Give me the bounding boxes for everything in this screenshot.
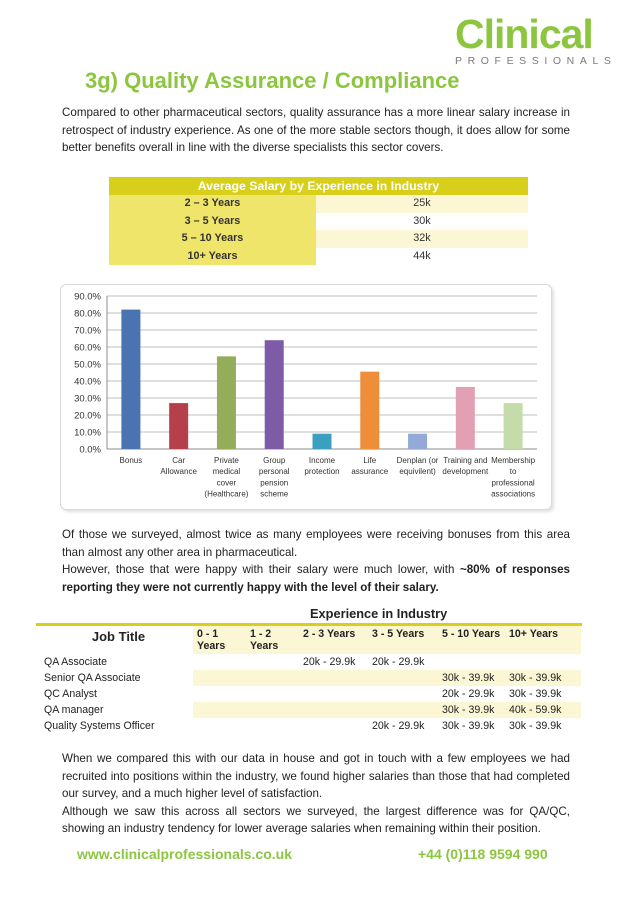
salary-cell: 30k - 39.9k	[509, 720, 562, 732]
salary-cell: 40k - 59.9k	[505, 702, 581, 718]
x-tick-label: Private medical cover (Healthcare)	[204, 456, 249, 499]
salary-row	[109, 195, 528, 213]
salary-table-title: Average Salary by Experience in Industry	[109, 177, 528, 195]
survey-line-2: However, those that were happy with their salary were much lower, with	[62, 563, 460, 577]
salary-row-label: 5 – 10 Years	[109, 230, 316, 248]
x-tick-label: Income protection	[304, 456, 340, 477]
column-header: 2 - 3 Years	[299, 626, 368, 654]
salary-cell	[368, 686, 438, 702]
column-header: 1 - 2 Years	[246, 626, 299, 654]
y-tick-label: 40.0%	[74, 376, 101, 388]
bar	[217, 356, 236, 449]
closing-line-2: Although we saw this across all sectors we surveyed, the largest difference was for QA/QC, showing an industry tendency for lower average salaries when remaining within their position.	[62, 804, 570, 836]
table-header-row	[44, 626, 581, 654]
job-title-cell: Senior QA Associate	[44, 670, 193, 686]
salary-cell	[246, 654, 299, 670]
column-header: 0 - 1 Years	[193, 626, 246, 654]
table-row	[44, 670, 581, 686]
salary-row-value: 30k	[316, 213, 528, 231]
y-tick-label: 70.0%	[74, 325, 101, 337]
benefits-bar-chart	[60, 284, 552, 510]
column-header: 10+ Years	[505, 626, 581, 654]
salary-cell: 30k - 39.9k	[509, 688, 562, 700]
salary-cell	[299, 686, 368, 702]
salary-cell	[299, 702, 368, 718]
y-tick-label: 80.0%	[74, 308, 101, 320]
x-tick-label: Denplan (or equivilent)	[396, 456, 439, 477]
brand-logo	[455, 11, 617, 67]
salary-cell	[193, 670, 246, 686]
closing-line-1: When we compared this with our data in house and got in touch with a few employees we had recruited into positions within the industry, we found higher salaries than those that had completed our survey, and a much higher level of satisfaction.	[62, 752, 570, 801]
salary-row-label: 10+ Years	[109, 248, 316, 266]
column-header: 5 - 10 Years	[438, 626, 505, 654]
salary-row	[109, 213, 528, 231]
x-tick-label: Group personal pension scheme	[258, 456, 290, 499]
y-tick-label: 20.0%	[74, 410, 101, 422]
salary-cell	[246, 718, 299, 734]
table-row	[44, 702, 581, 718]
experience-salary-table	[44, 626, 581, 734]
bar	[360, 372, 379, 449]
job-title-cell: QC Analyst	[44, 688, 97, 700]
intro-paragraph: Compared to other pharmaceutical sectors, quality assurance has a more linear salary increase in retrospect of industry experience. As one of the more stable sectors though, it does allow for some better benefits overall in line with the diverse specialists this sector covers.	[62, 106, 570, 155]
salary-row-label: 3 – 5 Years	[109, 213, 316, 231]
salary-cell	[368, 670, 438, 686]
bar	[504, 403, 523, 449]
salary-row	[109, 248, 528, 266]
salary-cell	[246, 702, 299, 718]
bar	[456, 387, 475, 449]
salary-cell	[193, 718, 246, 734]
logo-wordmark: Clinical	[455, 11, 593, 57]
salary-cell	[246, 686, 299, 702]
closing-paragraph	[62, 750, 570, 838]
average-salary-table	[109, 177, 528, 265]
y-tick-label: 10.0%	[74, 427, 101, 439]
salary-cell	[193, 686, 246, 702]
bar	[265, 340, 284, 449]
salary-row	[109, 230, 528, 248]
salary-cell: 30k - 39.9k	[438, 670, 505, 686]
salary-row-label: 2 – 3 Years	[109, 195, 316, 213]
salary-cell	[193, 654, 246, 670]
salary-cell: 30k - 39.9k	[505, 670, 581, 686]
survey-line-2-emphasis: ~80% of responses reporting they were not currently happy with the level of their salary.	[62, 563, 570, 594]
survey-line-1: Of those we surveyed, almost twice as many employees were receiving bonuses from this area than almost any other area in pharmaceutical.	[62, 528, 570, 559]
bar	[121, 310, 140, 449]
salary-cell: 20k - 29.9k	[303, 656, 356, 668]
x-tick-label: Training and development	[442, 456, 489, 477]
table-row	[44, 686, 581, 702]
table-row	[44, 718, 581, 734]
column-header: 3 - 5 Years	[368, 626, 438, 654]
y-tick-label: 50.0%	[74, 359, 101, 371]
salary-cell: 30k - 39.9k	[442, 720, 495, 732]
salary-row-value: 44k	[316, 248, 528, 266]
job-title-cell: Quality Systems Officer	[44, 720, 155, 732]
job-title-cell: QA Associate	[44, 656, 108, 668]
salary-cell	[193, 702, 246, 718]
salary-cell	[438, 654, 505, 670]
x-tick-label: Life assurance	[351, 456, 389, 477]
y-tick-label: 0.0%	[79, 444, 101, 456]
salary-cell	[368, 702, 438, 718]
x-tick-label: Bonus	[119, 456, 143, 465]
salary-cell: 30k - 39.9k	[438, 702, 505, 718]
salary-cell	[299, 670, 368, 686]
salary-cell: 20k - 29.9k	[372, 656, 425, 668]
salary-cell: 20k - 29.9k	[442, 688, 495, 700]
page-title: 3g) Quality Assurance / Compliance	[85, 68, 460, 93]
website-link[interactable]: www.clinicalprofessionals.co.uk	[77, 846, 292, 862]
experience-table-title: Experience in Industry	[310, 606, 448, 621]
bar	[313, 434, 332, 449]
job-title-cell: QA manager	[44, 702, 193, 718]
salary-row-value: 32k	[316, 230, 528, 248]
salary-row-value: 25k	[316, 195, 528, 213]
chart-svg	[61, 285, 553, 511]
phone-link[interactable]: +44 (0)118 9594 990	[418, 846, 548, 862]
bar	[408, 434, 427, 449]
salary-cell	[246, 670, 299, 686]
column-header: Job Title	[44, 626, 193, 654]
logo-subtitle: PROFESSIONALS	[455, 55, 617, 67]
salary-cell	[505, 654, 581, 670]
salary-cell: 20k - 29.9k	[372, 720, 425, 732]
bar	[169, 403, 188, 449]
table-row	[44, 654, 581, 670]
y-tick-label: 30.0%	[74, 393, 101, 405]
y-tick-label: 90.0%	[74, 291, 101, 303]
survey-paragraph	[62, 526, 570, 596]
x-tick-label: Membership to professional associations	[491, 456, 536, 499]
salary-cell	[299, 718, 368, 734]
x-tick-label: Car Allowance	[160, 456, 197, 477]
y-tick-label: 60.0%	[74, 342, 101, 354]
